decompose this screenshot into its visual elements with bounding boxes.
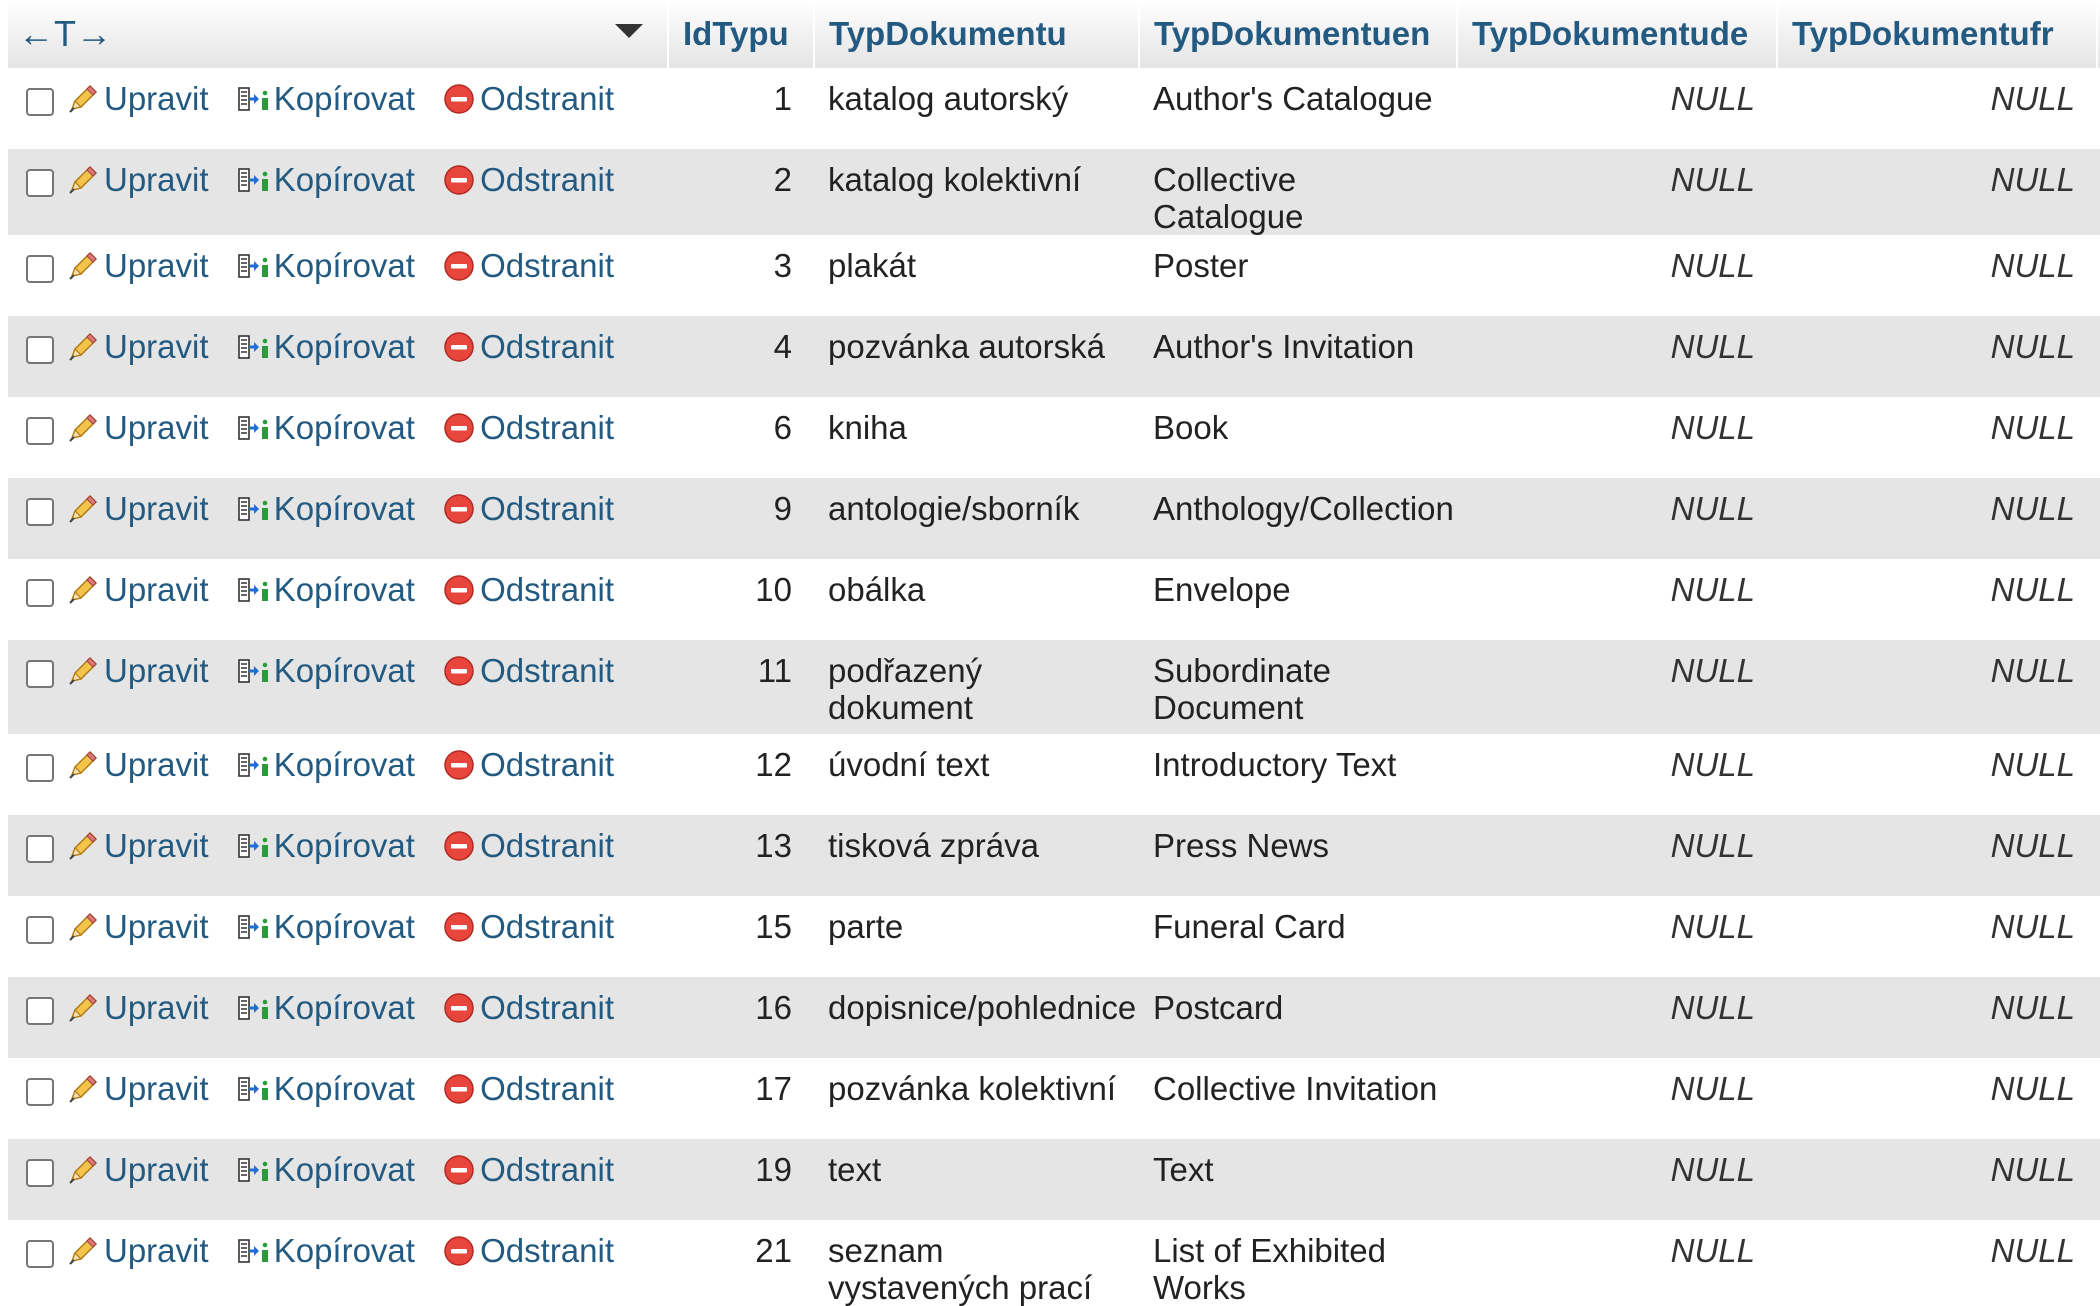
copy-label: Kopírovat <box>273 571 415 608</box>
cell-typdokumentufr[interactable]: NULL <box>1777 559 2097 640</box>
cell-idtypu[interactable]: 4 <box>668 316 814 397</box>
copy-row-icon <box>236 1072 270 1106</box>
row-checkbox-cell <box>8 734 66 815</box>
row-checkbox[interactable] <box>26 997 54 1025</box>
edit-label: Upravit <box>104 827 209 864</box>
cell-typdokumentude[interactable]: NULL <box>1457 1058 1777 1139</box>
column-header-typdokumentufr[interactable]: TypDokumentufr <box>1777 0 2097 68</box>
cell-typdokumentufr[interactable]: NULL <box>1777 1139 2097 1220</box>
edit-label: Upravit <box>104 1070 209 1107</box>
delete-label: Odstranit <box>480 80 615 117</box>
edit-label: Upravit <box>104 328 209 365</box>
cell-typdokumentude[interactable]: NULL <box>1457 896 1777 977</box>
row-actions <box>66 478 668 559</box>
cell-typdokumentuen[interactable]: Text <box>1139 1139 1457 1220</box>
pencil-icon <box>66 1153 100 1187</box>
cell-typdokumentude[interactable]: NULL <box>1457 478 1777 559</box>
edit-button[interactable] <box>66 80 209 117</box>
cell-typdokumentu[interactable]: pozvánka kolektivní <box>814 1058 1139 1139</box>
delete-button[interactable] <box>442 1070 614 1107</box>
cell-typdokumentude[interactable]: NULL <box>1457 1220 1777 1306</box>
results-table <box>8 0 2100 1306</box>
copy-button[interactable] <box>236 1232 415 1269</box>
copy-label: Kopírovat <box>273 908 415 945</box>
delete-label: Odstranit <box>480 1232 615 1269</box>
cell-typdokumentuen[interactable]: Anthology/Collection <box>1139 478 1457 559</box>
copy-label: Kopírovat <box>273 80 415 117</box>
row-checkbox-cell <box>8 397 66 478</box>
pencil-icon <box>66 991 100 1025</box>
pencil-icon <box>66 249 100 283</box>
table-row <box>8 815 2100 896</box>
pencil-icon <box>66 1072 100 1106</box>
delete-button[interactable] <box>442 652 614 689</box>
cell-typdokumentufr[interactable]: NULL <box>1777 640 2097 734</box>
edit-label: Upravit <box>104 652 209 689</box>
cell-typdokumentu[interactable]: dopisnice/pohlednice <box>814 977 1139 1058</box>
copy-button[interactable] <box>236 409 415 446</box>
cell-typdokumentu[interactable]: seznam vystavených prací <box>814 1220 1139 1306</box>
row-checkbox-cell <box>8 559 66 640</box>
cell-idtypu[interactable]: 12 <box>668 734 814 815</box>
row-checkbox-cell <box>8 1139 66 1220</box>
edit-button[interactable] <box>66 247 209 284</box>
delete-label: Odstranit <box>480 409 615 446</box>
cell-typdokumentufr[interactable]: NULL <box>1777 1058 2097 1139</box>
cell-typdokumentu[interactable]: katalog kolektivní <box>814 149 1139 235</box>
cell-typdokumentuen[interactable]: Collective Catalogue <box>1139 149 1457 235</box>
row-checkbox-cell <box>8 1220 66 1306</box>
cell-typdokumentuen[interactable]: Poster <box>1139 235 1457 316</box>
copy-row-icon <box>236 573 270 607</box>
edit-button[interactable] <box>66 989 209 1026</box>
cell-idtypu[interactable]: 16 <box>668 977 814 1058</box>
cell-typdokumentuen[interactable]: Subordinate Document <box>1139 640 1457 734</box>
pencil-icon <box>66 82 100 116</box>
cell-typdokumentuen[interactable]: Introductory Text <box>1139 734 1457 815</box>
cell-idtypu[interactable]: 15 <box>668 896 814 977</box>
pencil-icon <box>66 748 100 782</box>
delete-label: Odstranit <box>480 652 615 689</box>
pencil-icon <box>66 1234 100 1268</box>
pencil-icon <box>66 411 100 445</box>
row-actions <box>66 149 668 235</box>
copy-button[interactable] <box>236 571 415 608</box>
cell-idtypu[interactable]: 21 <box>668 1220 814 1306</box>
edit-button[interactable] <box>66 1070 209 1107</box>
table-row <box>8 734 2100 815</box>
cell-typdokumentuen[interactable]: Collective Invitation <box>1139 1058 1457 1139</box>
cell-typdokumentuen[interactable]: List of Exhibited Works <box>1139 1220 1457 1306</box>
cell-idtypu[interactable]: 9 <box>668 478 814 559</box>
table-body <box>8 68 2100 1306</box>
cell-typdokumentu[interactable]: plakát <box>814 235 1139 316</box>
delete-icon <box>442 411 476 445</box>
edit-button[interactable] <box>66 1151 209 1188</box>
options-dropdown-icon[interactable] <box>615 24 643 38</box>
cell-typdokumentuen[interactable]: Author's Invitation <box>1139 316 1457 397</box>
edit-button[interactable] <box>66 827 209 864</box>
edit-button[interactable] <box>66 1232 209 1269</box>
delete-label: Odstranit <box>480 247 615 284</box>
pencil-icon <box>66 829 100 863</box>
cell-typdokumentuen[interactable]: Envelope <box>1139 559 1457 640</box>
row-actions <box>66 68 668 149</box>
copy-row-icon <box>236 411 270 445</box>
table-row <box>8 896 2100 977</box>
copy-row-icon <box>236 330 270 364</box>
copy-label: Kopírovat <box>273 409 415 446</box>
copy-button[interactable] <box>236 827 415 864</box>
cell-typdokumentufr[interactable]: NULL <box>1777 1220 2097 1306</box>
cell-typdokumentude[interactable]: NULL <box>1457 734 1777 815</box>
table-row <box>8 397 2100 478</box>
row-checkbox[interactable] <box>26 835 54 863</box>
cell-idtypu[interactable]: 10 <box>668 559 814 640</box>
cell-typdokumentufr[interactable]: NULL <box>1777 316 2097 397</box>
table-row <box>8 559 2100 640</box>
table-row <box>8 149 2100 235</box>
copy-label: Kopírovat <box>273 247 415 284</box>
cell-typdokumentufr[interactable]: NULL <box>1777 397 2097 478</box>
cell-typdokumentude[interactable]: NULL <box>1457 1139 1777 1220</box>
column-header-typdokumentu[interactable]: TypDokumentu <box>814 0 1139 68</box>
row-actions <box>66 896 668 977</box>
cell-typdokumentu[interactable]: úvodní text <box>814 734 1139 815</box>
edit-label: Upravit <box>104 247 209 284</box>
copy-button[interactable] <box>236 490 415 527</box>
edit-button[interactable] <box>66 908 209 945</box>
cell-typdokumentufr[interactable]: NULL <box>1777 478 2097 559</box>
cell-idtypu[interactable]: 2 <box>668 149 814 235</box>
cell-typdokumentude[interactable]: NULL <box>1457 68 1777 149</box>
row-actions <box>66 316 668 397</box>
cell-typdokumentu[interactable]: antologie/sborník <box>814 478 1139 559</box>
copy-button[interactable] <box>236 80 415 117</box>
edit-label: Upravit <box>104 908 209 945</box>
copy-button[interactable] <box>236 989 415 1026</box>
row-actions <box>66 1058 668 1139</box>
pencil-icon <box>66 910 100 944</box>
column-header-typdokumentuen[interactable]: TypDokumentuen <box>1139 0 1457 68</box>
delete-label: Odstranit <box>480 328 615 365</box>
copy-button[interactable] <box>236 328 415 365</box>
pencil-icon <box>66 163 100 197</box>
column-header-typdokumentude[interactable]: TypDokumentude <box>1457 0 1777 68</box>
row-checkbox[interactable] <box>26 1078 54 1106</box>
copy-button[interactable] <box>236 247 415 284</box>
pencil-icon <box>66 654 100 688</box>
cell-typdokumentude[interactable]: NULL <box>1457 235 1777 316</box>
edit-label: Upravit <box>104 409 209 446</box>
row-actions <box>66 1139 668 1220</box>
edit-button[interactable] <box>66 490 209 527</box>
row-checkbox[interactable] <box>26 498 54 526</box>
delete-icon <box>442 1234 476 1268</box>
delete-button[interactable] <box>442 490 614 527</box>
delete-icon <box>442 82 476 116</box>
copy-label: Kopírovat <box>273 827 415 864</box>
row-checkbox-cell <box>8 478 66 559</box>
delete-label: Odstranit <box>480 161 615 198</box>
copy-button[interactable] <box>236 746 415 783</box>
copy-button[interactable] <box>236 1070 415 1107</box>
delete-label: Odstranit <box>480 989 615 1026</box>
cell-idtypu[interactable]: 6 <box>668 397 814 478</box>
delete-icon <box>442 829 476 863</box>
edit-label: Upravit <box>104 989 209 1026</box>
cell-typdokumentufr[interactable]: NULL <box>1777 149 2097 235</box>
row-actions <box>66 235 668 316</box>
cell-typdokumentu[interactable]: pozvánka autorská <box>814 316 1139 397</box>
copy-row-icon <box>236 163 270 197</box>
delete-button[interactable] <box>442 161 614 198</box>
edit-label: Upravit <box>104 746 209 783</box>
table-row <box>8 68 2100 149</box>
column-width-toggle[interactable]: ←T→ <box>18 13 112 54</box>
row-checkbox[interactable] <box>26 579 54 607</box>
delete-button[interactable] <box>442 1151 614 1188</box>
copy-row-icon <box>236 991 270 1025</box>
cell-typdokumentu[interactable]: katalog autorský <box>814 68 1139 149</box>
copy-label: Kopírovat <box>273 1151 415 1188</box>
copy-label: Kopírovat <box>273 490 415 527</box>
delete-icon <box>442 748 476 782</box>
edit-button[interactable] <box>66 571 209 608</box>
delete-icon <box>442 1072 476 1106</box>
column-header-idtypu[interactable]: IdTypu <box>668 0 814 68</box>
delete-button[interactable] <box>442 247 614 284</box>
delete-icon <box>442 330 476 364</box>
copy-row-icon <box>236 829 270 863</box>
row-checkbox-cell <box>8 815 66 896</box>
row-checkbox-cell <box>8 68 66 149</box>
cell-typdokumentu[interactable]: obálka <box>814 559 1139 640</box>
row-actions <box>66 640 668 734</box>
edit-label: Upravit <box>104 161 209 198</box>
cell-typdokumentude[interactable]: NULL <box>1457 397 1777 478</box>
copy-row-icon <box>236 249 270 283</box>
column-controls-header <box>8 0 668 68</box>
row-checkbox-cell <box>8 149 66 235</box>
copy-row-icon <box>236 654 270 688</box>
cell-typdokumentufr[interactable]: NULL <box>1777 815 2097 896</box>
table-row <box>8 1220 2100 1306</box>
cell-typdokumentufr[interactable]: NULL <box>1777 896 2097 977</box>
cell-typdokumentuen[interactable]: Press News <box>1139 815 1457 896</box>
edit-label: Upravit <box>104 80 209 117</box>
cell-typdokumentude[interactable]: NULL <box>1457 149 1777 235</box>
table-row <box>8 316 2100 397</box>
row-checkbox-cell <box>8 1058 66 1139</box>
cell-typdokumentuen[interactable]: Author's Catalogue <box>1139 68 1457 149</box>
table-row <box>8 478 2100 559</box>
edit-button[interactable] <box>66 328 209 365</box>
header-row <box>8 0 2100 68</box>
copy-button[interactable] <box>236 652 415 689</box>
row-actions <box>66 397 668 478</box>
copy-button[interactable] <box>236 1151 415 1188</box>
delete-icon <box>442 654 476 688</box>
cell-typdokumentufr[interactable]: NULL <box>1777 977 2097 1058</box>
cell-typdokumentufr[interactable]: NULL <box>1777 734 2097 815</box>
cell-typdokumentude[interactable]: NULL <box>1457 559 1777 640</box>
row-actions <box>66 559 668 640</box>
delete-label: Odstranit <box>480 571 615 608</box>
row-checkbox-cell <box>8 235 66 316</box>
delete-icon <box>442 1153 476 1187</box>
delete-label: Odstranit <box>480 490 615 527</box>
copy-button[interactable] <box>236 161 415 198</box>
delete-button[interactable] <box>442 409 614 446</box>
row-actions <box>66 734 668 815</box>
delete-icon <box>442 910 476 944</box>
delete-label: Odstranit <box>480 1070 615 1107</box>
cell-typdokumentufr[interactable]: NULL <box>1777 235 2097 316</box>
delete-button[interactable] <box>442 827 614 864</box>
delete-label: Odstranit <box>480 908 615 945</box>
pencil-icon <box>66 492 100 526</box>
cell-typdokumentu[interactable]: text <box>814 1139 1139 1220</box>
cell-typdokumentuen[interactable]: Book <box>1139 397 1457 478</box>
edit-button[interactable] <box>66 652 209 689</box>
delete-button[interactable] <box>442 746 614 783</box>
edit-label: Upravit <box>104 490 209 527</box>
cell-idtypu[interactable]: 11 <box>668 640 814 734</box>
cell-typdokumentuen[interactable]: Funeral Card <box>1139 896 1457 977</box>
copy-row-icon <box>236 82 270 116</box>
delete-icon <box>442 249 476 283</box>
edit-button[interactable] <box>66 409 209 446</box>
row-checkbox[interactable] <box>26 336 54 364</box>
edit-button[interactable] <box>66 746 209 783</box>
table-row <box>8 977 2100 1058</box>
row-actions <box>66 1220 668 1306</box>
table-row <box>8 235 2100 316</box>
edit-label: Upravit <box>104 1151 209 1188</box>
row-checkbox[interactable] <box>26 88 54 116</box>
cell-typdokumentuen[interactable]: Postcard <box>1139 977 1457 1058</box>
cell-idtypu[interactable]: 19 <box>668 1139 814 1220</box>
copy-label: Kopírovat <box>273 1070 415 1107</box>
copy-row-icon <box>236 1234 270 1268</box>
row-checkbox[interactable] <box>26 255 54 283</box>
pencil-icon <box>66 573 100 607</box>
row-checkbox[interactable] <box>26 1159 54 1187</box>
pencil-icon <box>66 330 100 364</box>
copy-row-icon <box>236 1153 270 1187</box>
cell-typdokumentu[interactable]: kniha <box>814 397 1139 478</box>
cell-idtypu[interactable]: 17 <box>668 1058 814 1139</box>
copy-label: Kopírovat <box>273 746 415 783</box>
row-checkbox[interactable] <box>26 169 54 197</box>
delete-button[interactable] <box>442 908 614 945</box>
copy-row-icon <box>236 910 270 944</box>
cell-typdokumentu[interactable]: parte <box>814 896 1139 977</box>
table-row <box>8 1058 2100 1139</box>
edit-button[interactable] <box>66 161 209 198</box>
copy-button[interactable] <box>236 908 415 945</box>
cell-idtypu[interactable]: 1 <box>668 68 814 149</box>
delete-label: Odstranit <box>480 1151 615 1188</box>
row-actions <box>66 977 668 1058</box>
table-row <box>8 640 2100 734</box>
cell-typdokumentu[interactable]: podřazený dokument <box>814 640 1139 734</box>
cell-typdokumentufr[interactable]: NULL <box>1777 68 2097 149</box>
copy-label: Kopírovat <box>273 652 415 689</box>
cell-typdokumentude[interactable]: NULL <box>1457 640 1777 734</box>
copy-label: Kopírovat <box>273 1232 415 1269</box>
row-checkbox-cell <box>8 316 66 397</box>
cell-idtypu[interactable]: 13 <box>668 815 814 896</box>
row-checkbox-cell <box>8 640 66 734</box>
copy-label: Kopírovat <box>273 328 415 365</box>
cell-typdokumentude[interactable]: NULL <box>1457 815 1777 896</box>
delete-button[interactable] <box>442 989 614 1026</box>
delete-icon <box>442 492 476 526</box>
table-row <box>8 1139 2100 1220</box>
delete-button[interactable] <box>442 80 614 117</box>
delete-button[interactable] <box>442 571 614 608</box>
row-checkbox-cell <box>8 896 66 977</box>
delete-icon <box>442 991 476 1025</box>
delete-button[interactable] <box>442 328 614 365</box>
cell-typdokumentude[interactable]: NULL <box>1457 977 1777 1058</box>
copy-label: Kopírovat <box>273 989 415 1026</box>
row-checkbox[interactable] <box>26 1240 54 1268</box>
delete-label: Odstranit <box>480 827 615 864</box>
row-checkbox[interactable] <box>26 916 54 944</box>
copy-label: Kopírovat <box>273 161 415 198</box>
delete-label: Odstranit <box>480 746 615 783</box>
edit-label: Upravit <box>104 1232 209 1269</box>
cell-typdokumentu[interactable]: tisková zpráva <box>814 815 1139 896</box>
copy-row-icon <box>236 748 270 782</box>
row-checkbox[interactable] <box>26 417 54 445</box>
row-actions <box>66 815 668 896</box>
delete-button[interactable] <box>442 1232 614 1269</box>
row-checkbox[interactable] <box>26 754 54 782</box>
row-checkbox[interactable] <box>26 660 54 688</box>
copy-row-icon <box>236 492 270 526</box>
row-checkbox-cell <box>8 977 66 1058</box>
cell-idtypu[interactable]: 3 <box>668 235 814 316</box>
delete-icon <box>442 573 476 607</box>
delete-icon <box>442 163 476 197</box>
cell-typdokumentude[interactable]: NULL <box>1457 316 1777 397</box>
edit-label: Upravit <box>104 571 209 608</box>
